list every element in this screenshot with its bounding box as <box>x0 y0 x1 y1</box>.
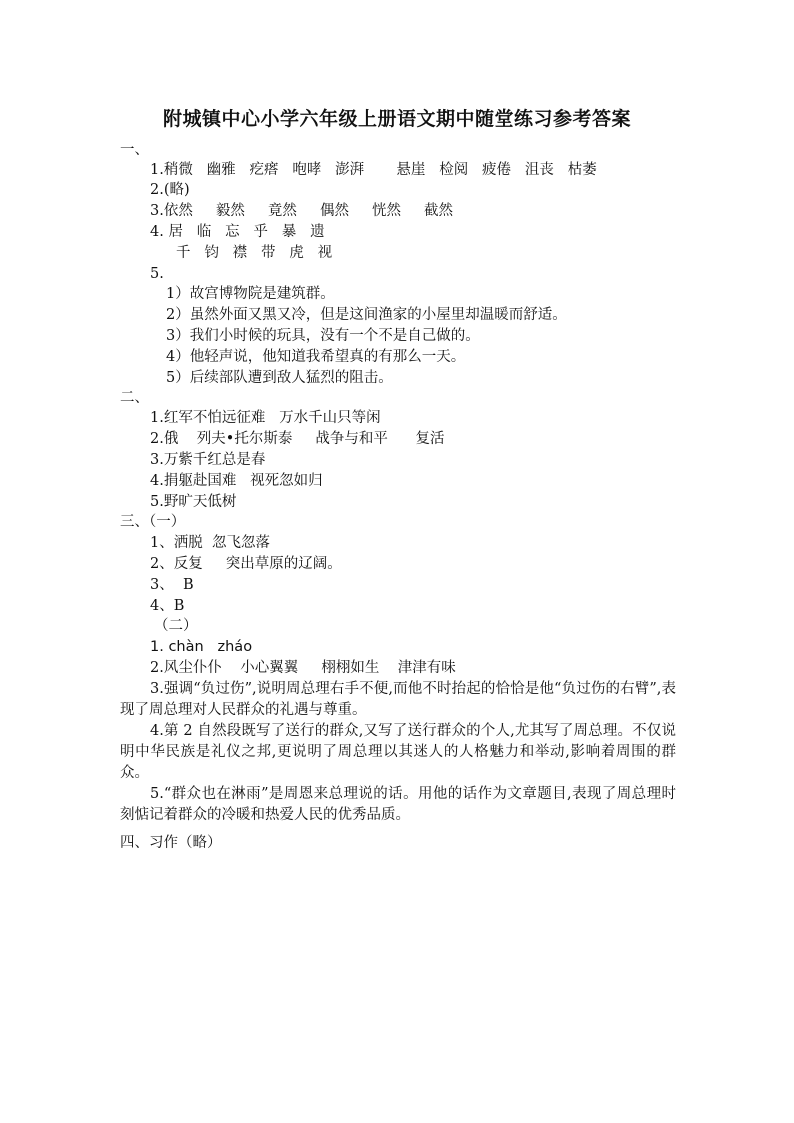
answer-3-2-4: 4.第 2 自然段既写了送行的群众,又写了送行群众的个人,尤其写了周总理。不仅说明中华民族是礼仪之邦,更说明了周总理以其迷人的人格魅力和举动,影响着周围的群众。 <box>120 723 676 781</box>
section-3-part-2-heading: （二） <box>154 618 198 634</box>
answer-1-2: 2.(略) <box>150 182 190 198</box>
answer-2-item: 1.红军不怕远征难 万水千山只等闲 <box>150 410 381 426</box>
section-4-heading: 四、习作（略） <box>120 835 222 851</box>
answer-3-2-2: 2.风尘仆仆 小心翼翼 栩栩如生 津津有味 <box>150 660 456 676</box>
answer-1-5-item: 5）后续部队遭到敌人猛烈的阻击。 <box>166 370 393 386</box>
answer-3-2-1: 1. chàn zháo <box>150 639 253 655</box>
document-title: 附城镇中心小学六年级上册语文期中随堂练习参考答案 <box>162 108 631 130</box>
answer-1-3: 3.依然 毅然 竟然 偶然 恍然 截然 <box>150 203 454 219</box>
answer-3-1-item: 4、B <box>150 598 185 614</box>
answer-2-item: 4.捐躯赴国难 视死忽如归 <box>150 473 323 489</box>
answer-3-1-item: 1、洒脱 忽飞忽落 <box>150 535 270 551</box>
answer-2-item: 5.野旷天低树 <box>150 494 237 510</box>
answer-1-5-item: 2）虽然外面又黑又冷，但是这间渔家的小屋里却温暖而舒适。 <box>166 307 567 323</box>
answer-1-4a: 4. 居 临 忘 乎 暴 遗 <box>150 224 325 240</box>
answer-1-5: 5. <box>150 266 164 282</box>
answer-3-1-item: 3、 B <box>150 577 194 593</box>
section-1-heading: 一、 <box>120 142 149 158</box>
answer-1-5-item: 3）我们小时候的玩具，没有一个不是自己做的。 <box>166 328 480 344</box>
section-3-heading: 三、（一） <box>120 514 186 530</box>
answer-1-1: 1.稍微 幽雅 疙瘩 咆哮 澎湃 悬崖 检阅 疲倦 沮丧 枯萎 <box>150 162 597 178</box>
answer-3-2-3: 3.强调“负过伤”,说明周总理右手不便,而他不时抬起的恰恰是他“负过伤的右臂”,表现了周总理对人民群众的礼遇与尊重。 <box>120 681 676 718</box>
answer-1-5-item: 4）他轻声说，他知道我希望真的有那么一天。 <box>166 349 466 365</box>
answer-2-item: 3.万紫千红总是春 <box>150 452 266 468</box>
answer-3-1-item: 2、反复 突出草原的辽阔。 <box>150 556 342 572</box>
answer-3-2-5: 5.“群众也在淋雨”是周恩来总理说的话。用他的话作为文章题目,表现了周总理时刻惦记着群众的冷暖和热爱人民的优秀品质。 <box>120 786 676 823</box>
answer-1-4b: 千 钧 襟 带 虎 视 <box>176 245 333 261</box>
answer-1-5-item: 1）故宫博物院是建筑群。 <box>166 286 335 302</box>
answer-2-item: 2.俄 列夫•托尔斯泰 战争与和平 复活 <box>150 431 445 447</box>
section-2-heading: 二、 <box>120 390 149 406</box>
